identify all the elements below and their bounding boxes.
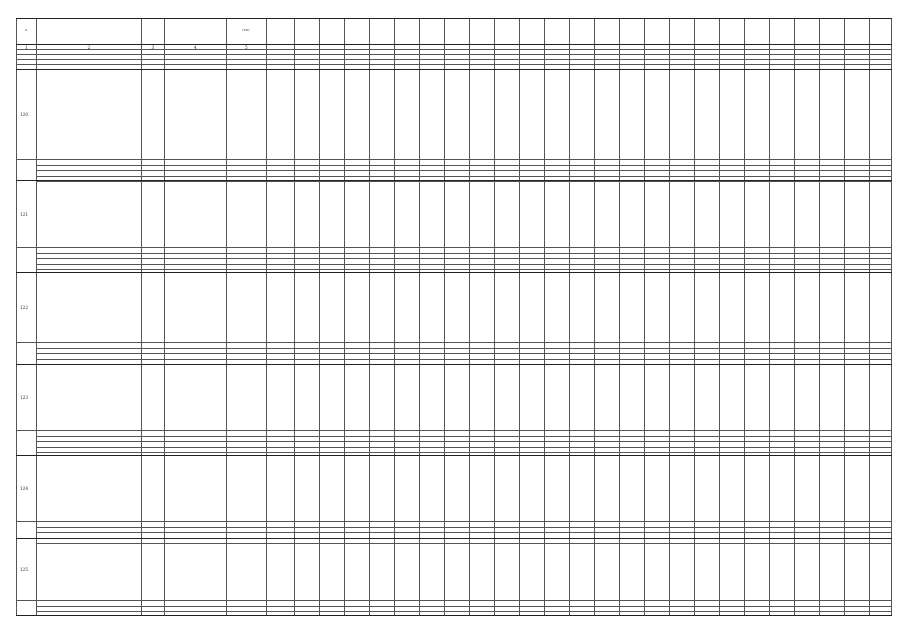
sub-row-label bbox=[38, 259, 138, 263]
header-value-col bbox=[370, 22, 393, 42]
column-index-number: 2 bbox=[87, 44, 91, 50]
column-index-number: 3 bbox=[151, 44, 155, 50]
sub-row-label bbox=[38, 160, 138, 164]
header-value-col bbox=[795, 22, 818, 42]
grid-horizontal-line bbox=[36, 253, 892, 254]
header-value-col bbox=[695, 22, 718, 42]
grid-horizontal-line bbox=[16, 247, 892, 248]
grid-horizontal-line bbox=[36, 543, 892, 544]
grid-horizontal-line bbox=[16, 159, 892, 160]
column-index-number: 1 bbox=[25, 44, 28, 50]
grid-horizontal-line bbox=[16, 64, 892, 65]
grid-horizontal-line bbox=[36, 452, 892, 453]
row-id: 125 bbox=[20, 567, 28, 572]
grid-horizontal-line bbox=[36, 606, 892, 607]
grid-horizontal-line bbox=[16, 430, 892, 431]
row-id: 124 bbox=[20, 486, 28, 491]
header-value-col bbox=[670, 22, 693, 42]
sub-row-label bbox=[38, 354, 138, 358]
sub-row-label bbox=[38, 166, 138, 170]
grid-horizontal-line bbox=[16, 18, 892, 19]
grid-horizontal-line bbox=[36, 611, 892, 612]
header-value-col bbox=[820, 22, 843, 42]
grid-horizontal-line bbox=[36, 348, 892, 349]
grid-horizontal-line bbox=[16, 364, 892, 365]
sub-row-label bbox=[38, 177, 138, 181]
grid-horizontal-line bbox=[36, 165, 892, 166]
grid-horizontal-line bbox=[36, 170, 892, 171]
header-value-col bbox=[345, 22, 368, 42]
grid-horizontal-line bbox=[36, 176, 892, 177]
sub-row-label bbox=[38, 448, 138, 452]
header-value-col bbox=[520, 22, 543, 42]
grid-horizontal-line bbox=[36, 359, 892, 360]
sub-row-label bbox=[38, 533, 138, 537]
header-value-col bbox=[770, 22, 793, 42]
column-index-number: 4 bbox=[194, 44, 197, 50]
sub-row-label bbox=[38, 343, 138, 347]
column-index-number: 5 bbox=[245, 44, 248, 50]
header-value-col bbox=[570, 22, 593, 42]
grid-horizontal-line bbox=[36, 353, 892, 354]
header-value-col bbox=[495, 22, 518, 42]
grid-horizontal-line bbox=[16, 44, 892, 45]
sub-row-label bbox=[38, 254, 138, 258]
sub-row-label bbox=[38, 618, 138, 622]
header-value-col bbox=[870, 22, 891, 42]
grid-horizontal-line bbox=[36, 181, 892, 182]
grid-horizontal-line bbox=[36, 447, 892, 448]
header-value-col bbox=[470, 22, 493, 42]
grid-horizontal-line bbox=[36, 258, 892, 259]
sub-row-label bbox=[38, 349, 138, 353]
grid-horizontal-line bbox=[36, 264, 892, 265]
header-object-col bbox=[166, 26, 224, 38]
header-value-col bbox=[445, 22, 468, 42]
header-value-col bbox=[295, 22, 318, 42]
grid-horizontal-line bbox=[16, 69, 892, 70]
header-value-col bbox=[845, 22, 868, 42]
header-grbs-col: ГРБС bbox=[242, 29, 250, 32]
grid-horizontal-line bbox=[16, 521, 892, 522]
sub-row-label bbox=[38, 248, 138, 252]
header-value-col bbox=[720, 22, 743, 42]
row-id: 122 bbox=[20, 305, 28, 310]
sub-row-label bbox=[38, 539, 138, 543]
grid-horizontal-line bbox=[16, 59, 892, 60]
row-id: 121 bbox=[20, 211, 28, 217]
grid-horizontal-line bbox=[16, 600, 892, 601]
sub-row-label bbox=[38, 442, 138, 446]
sub-row-label bbox=[38, 612, 138, 616]
sub-row-label bbox=[38, 528, 138, 532]
sub-row-label bbox=[38, 607, 138, 611]
sub-row-label bbox=[38, 522, 138, 526]
header-value-col bbox=[267, 22, 293, 42]
header-value-col bbox=[395, 22, 418, 42]
grid-horizontal-line bbox=[36, 527, 892, 528]
grid-horizontal-line bbox=[36, 436, 892, 437]
grid-horizontal-line bbox=[16, 180, 892, 181]
header-value-col bbox=[420, 22, 443, 42]
row-id: 120 bbox=[20, 112, 28, 117]
sub-row-label bbox=[38, 431, 138, 435]
header-value-col bbox=[620, 22, 643, 42]
grid-horizontal-line bbox=[16, 54, 892, 55]
grid-horizontal-line bbox=[16, 455, 892, 456]
grid-horizontal-line bbox=[36, 532, 892, 533]
grid-horizontal-line bbox=[36, 441, 892, 442]
grid-horizontal-line bbox=[16, 49, 892, 50]
grid-horizontal-line bbox=[16, 272, 892, 273]
header-value-col bbox=[745, 22, 768, 42]
sub-row-label bbox=[38, 360, 138, 364]
grid-horizontal-line bbox=[16, 615, 892, 616]
header-value-col bbox=[595, 22, 618, 42]
sub-row-label bbox=[38, 171, 138, 175]
sub-row-label bbox=[38, 601, 138, 605]
row-id: 123 bbox=[20, 395, 28, 400]
budget-table bbox=[16, 18, 892, 616]
grid-horizontal-line bbox=[16, 538, 892, 539]
header-value-col bbox=[645, 22, 668, 42]
grid-horizontal-line bbox=[36, 269, 892, 270]
header-number-col: № bbox=[24, 29, 28, 32]
header-name-col bbox=[38, 26, 138, 36]
grid-vertical-line bbox=[16, 18, 17, 616]
header-code-col bbox=[143, 22, 163, 42]
sub-row-label bbox=[38, 437, 138, 441]
grid-horizontal-line bbox=[16, 342, 892, 343]
header-value-col bbox=[320, 22, 343, 42]
sub-row-label bbox=[38, 265, 138, 269]
header-value-col bbox=[545, 22, 568, 42]
